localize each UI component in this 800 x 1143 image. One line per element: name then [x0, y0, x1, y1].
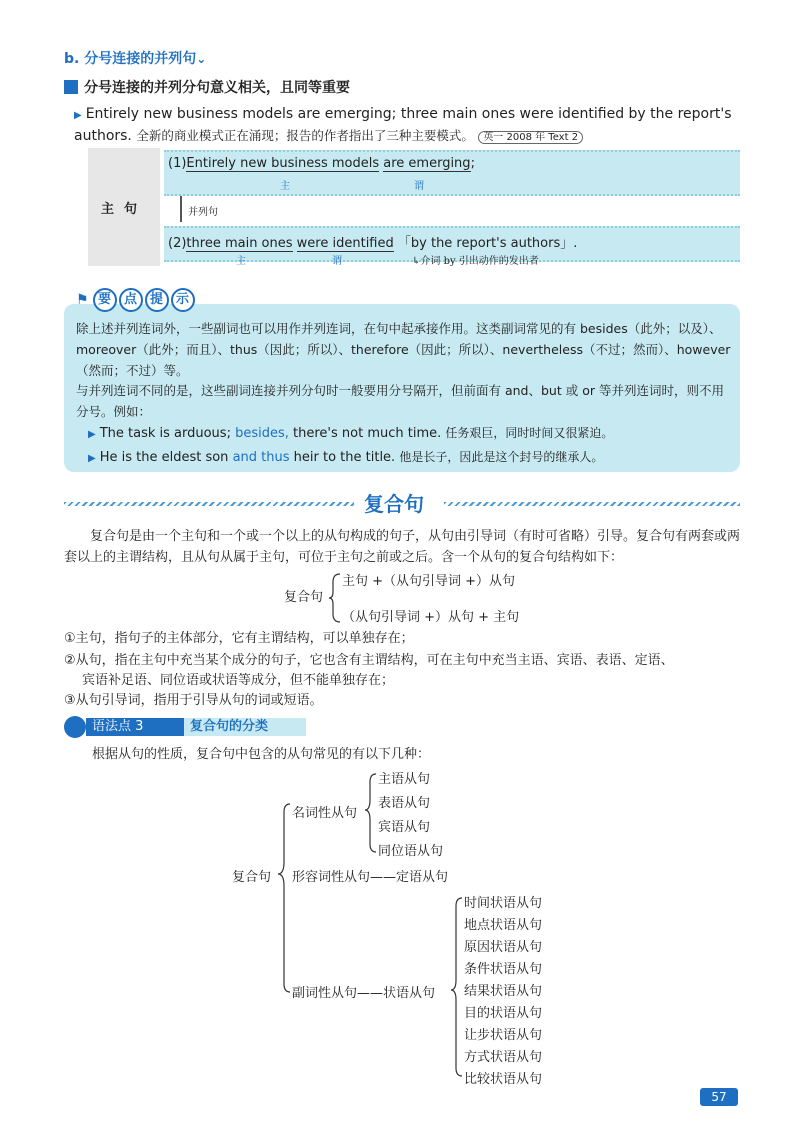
pp-note: ↳介词 by 引出动作的发出者: [412, 256, 539, 267]
example-sentence: ▶ Entirely new business models are emerging; three main ones were identified by the report's authors. 全新的商业模式正在涌现；报告的作者指出了三种主要模式。 英一 2008 年 Text 2: [74, 106, 732, 144]
struct-label: 复合句: [284, 590, 324, 605]
main-clause-label: 主句: [88, 148, 160, 266]
chevron-down-icon: ⌄: [196, 52, 207, 66]
page-number: 57: [700, 1088, 738, 1106]
grammar-point-banner: 语法点 3 复合句的分类: [64, 716, 302, 738]
classify-intro: 根据从句的性质，复合句中包含的从句常见的有以下几种：: [92, 747, 431, 762]
adv-item: 结果状语从句: [464, 984, 543, 999]
flag-icon: ⚑: [76, 292, 89, 308]
clause-1-band: (1)Entirely new business models are emerging; 主 谓: [164, 150, 740, 196]
adv-clause-label: 副词性从句——状语从句: [292, 986, 436, 1001]
noun-item: 主语从句: [378, 772, 431, 787]
noun-clause-label: 名词性从句: [292, 806, 358, 821]
triangle-bullet-icon: ▶: [74, 110, 82, 121]
tips-paragraph-2: 与并列连词不同的是，这些副词连接并列分句时一般要用分号隔开，但前面有 and、but 或 or 等并列连词时，则不用分号。例如：: [76, 383, 724, 419]
noun-item: 宾语从句: [378, 820, 431, 835]
tips-heading: ⚑ 要 点 提 示: [76, 288, 195, 312]
adj-clause-label: 形容词性从句——定语从句: [292, 870, 449, 885]
complex-title: 复合句: [364, 492, 424, 516]
adv-item: 条件状语从句: [464, 962, 543, 977]
verb-tag: 谓: [332, 256, 342, 267]
adv-item: 目的状语从句: [464, 1006, 543, 1021]
tree-root: 复合句: [232, 870, 272, 885]
adv-item: 方式状语从句: [464, 1050, 543, 1065]
note-3: ③从句引导词，指用于引导从句的词或短语。: [64, 693, 323, 708]
struct-2: （从句引导词 +）从句 + 主句: [342, 610, 520, 625]
noun-item: 同位语从句: [378, 844, 444, 859]
adv-item: 时间状语从句: [464, 896, 543, 911]
note-1: ①主句，指句子的主体部分，它有主谓结构，可以单独存在；: [64, 631, 414, 646]
struct-1: 主句 +（从句引导词 +）从句: [342, 574, 516, 589]
subject-tag: 主: [236, 256, 246, 267]
source-badge: 英一 2008 年 Text 2: [478, 131, 583, 144]
noun-item: 表语从句: [378, 796, 431, 811]
note-2-cont: 宾语补足语、同位语或状语等成分，但不能单独存在；: [82, 673, 395, 688]
coordinate-label: 并列句: [188, 207, 218, 218]
tips-paragraph-1: 除上述并列连词外，一些副词也可以用作并列连词，在句中起承接作用。这类副词常见的有 besides（此外；以及）、moreover（此外；而且）、thus（因此；所以）、therefore（因此；所以）、nevertheless（不过；然而）、however（然而；不过）等。: [76, 321, 731, 378]
tips-example-1: ▶ The task is arduous; besides, there's not much time. 任务艰巨，同时时间又很紧迫。: [88, 426, 614, 441]
complex-intro: 复合句是由一个主句和一个或一个以上的从句构成的句子，从句由引导词（有时可省略）引导。复合句有两套或两套以上的主谓结构，且从句从属于主句，可位于主句之前或之后。含一个从句的复合句结构如下：: [64, 529, 741, 565]
adv-item: 地点状语从句: [464, 918, 543, 933]
section-title: b. 分号连接的并列句⌄: [64, 51, 207, 67]
adv-item: 原因状语从句: [464, 940, 543, 955]
note-2: ②从句，指在主句中充当某个成分的句子，它也含有主谓结构，可在主句中充当主语、宾语、表语、定语、: [64, 653, 674, 668]
tips-example-2: ▶ He is the eldest son and thus heir to the title. 他是长子，因此是这个封号的继承人。: [88, 450, 604, 465]
adv-item: 比较状语从句: [464, 1072, 543, 1087]
point-heading: 分号连接的并列分句意义相关，且同等重要: [84, 80, 350, 96]
adv-item: 让步状语从句: [464, 1028, 543, 1043]
clause-2-band: (2)three main ones were identified 「by the report's authors」.: [164, 226, 740, 262]
